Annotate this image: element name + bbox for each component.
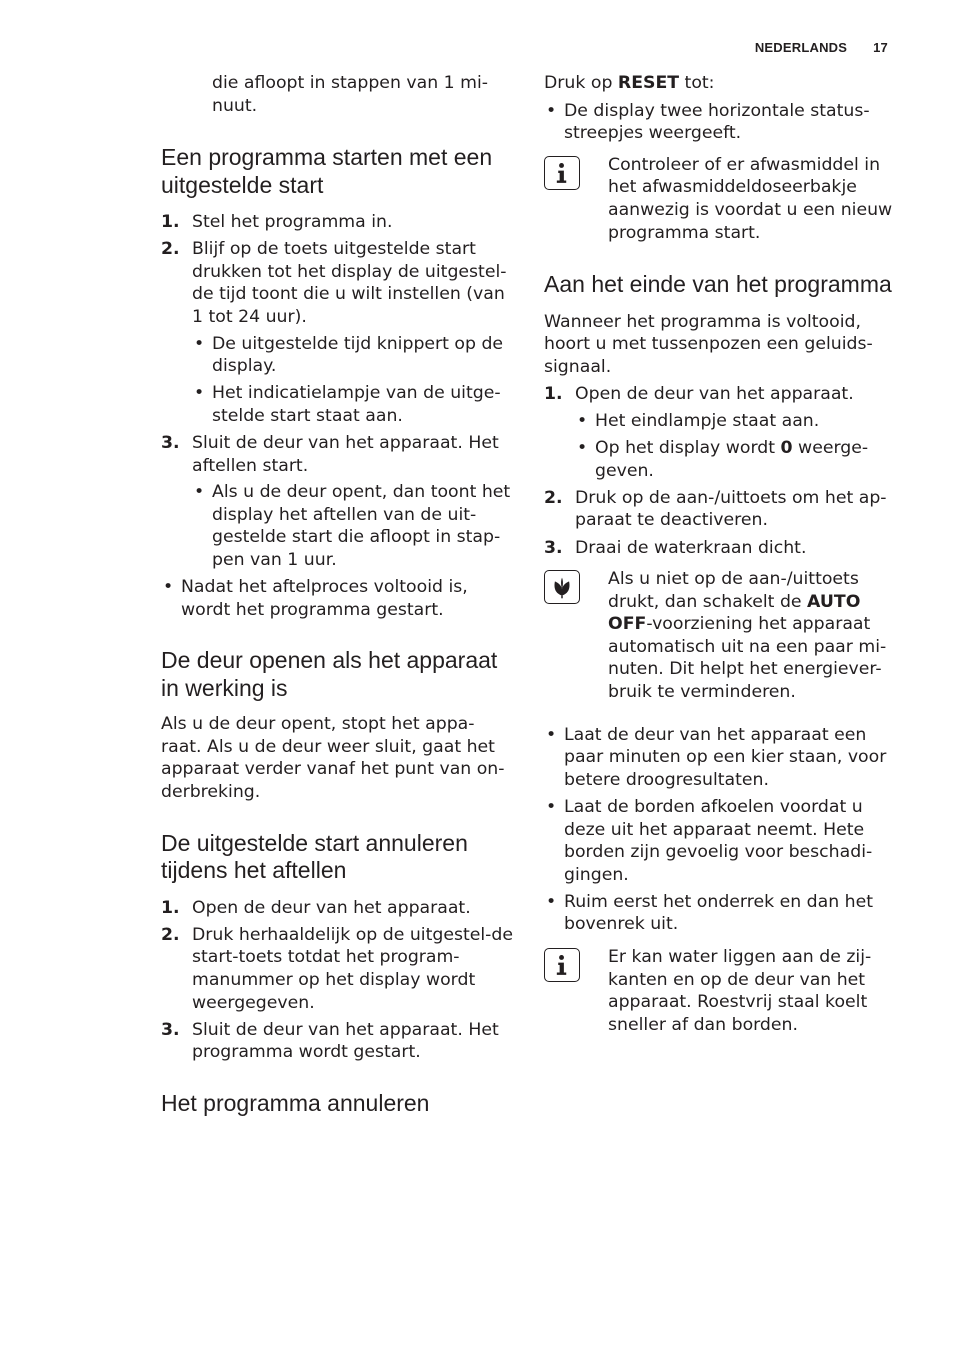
after-steps-list xyxy=(161,576,513,621)
step-item xyxy=(161,238,513,427)
header-language: NEDERLANDS xyxy=(754,40,848,55)
step-text: Sluit de deur van het apparaat. Het programma wordt gestart. xyxy=(192,1019,499,1063)
info-note-water xyxy=(544,946,899,1036)
step-item xyxy=(161,1019,513,1064)
step-number: 3. xyxy=(544,537,563,558)
auto-off-keyword: AUTO OFF xyxy=(608,591,861,635)
reset-keyword: RESET xyxy=(617,73,680,93)
sub-bullet: • De uitgestelde tijd knippert op de display. xyxy=(192,333,513,378)
info-icon xyxy=(544,948,580,982)
cancel-delay-steps xyxy=(161,897,513,1064)
note-text-post: -voorziening het apparaat automatisch uit na een paar mi-nuten. Dit helpt het energiever-bruik te verminderen. xyxy=(608,614,887,703)
left-column xyxy=(161,72,513,1117)
eco-leaf-icon xyxy=(544,570,580,604)
step-text: Stel het programma in. xyxy=(192,212,393,233)
display-value: 0 xyxy=(780,438,793,459)
section-heading-cancel-delay: De uitgestelde start annuleren tijdens het aftellen xyxy=(161,829,468,884)
step-text: Druk herhaaldelijk op de uitgestel-de start-toets totdat het program-manummer op het display wordt weergegeven. xyxy=(192,924,514,1013)
step-sub-bullets xyxy=(575,410,899,482)
bullet-item: • Ruim eerst het onderrek en dan het bovenrek uit. xyxy=(544,891,899,936)
page-header xyxy=(755,40,888,55)
step-number: 2. xyxy=(161,239,180,260)
reset-text-post: tot: xyxy=(679,73,715,93)
step-text: Open de deur van het apparaat. xyxy=(192,897,471,918)
step-sub-bullets xyxy=(192,333,513,428)
eco-note-auto-off xyxy=(544,568,899,704)
section-heading-end-of-program: Aan het einde van het programma xyxy=(544,271,892,298)
step-item xyxy=(544,487,899,532)
info-note-detergent xyxy=(544,154,899,244)
step-text: Open de deur van het apparaat. xyxy=(575,384,854,405)
sub-bullet: • Het eindlampje staat aan. xyxy=(575,410,899,433)
step-text: Druk op de aan-/uittoets om het ap-paraat te deactiveren. xyxy=(575,487,887,531)
end-of-program-steps xyxy=(544,383,899,559)
step-number: 3. xyxy=(161,433,180,454)
step-text: Sluit de deur van het apparaat. Het aftellen start. xyxy=(192,433,499,476)
tips-list xyxy=(544,724,899,936)
continued-text xyxy=(161,72,513,117)
step-item xyxy=(161,432,513,572)
sub-bullet: • Het indicatielampje van de uitge-stelde start staat aan. xyxy=(192,382,513,427)
sub-bullet-text: Op het display wordt xyxy=(595,438,781,459)
sub-bullet: • Als u de deur opent, dan toont het display het aftellen van de uit-gestelde start die afloopt in stap-pen van 1 uur. xyxy=(192,481,513,571)
step-item xyxy=(161,924,513,1014)
section-heading-door-open: De deur openen als het apparaat in werking is xyxy=(161,647,498,701)
step-number: 3. xyxy=(161,1019,180,1040)
step-sub-bullets xyxy=(192,481,513,571)
step-item xyxy=(544,383,899,482)
note-text-pre: Als u niet op de aan-/uittoets drukt, dan schakelt de xyxy=(608,569,859,612)
sub-bullet xyxy=(575,437,899,482)
note-text xyxy=(608,568,899,704)
step-number: 2. xyxy=(161,924,180,945)
step-number: 1. xyxy=(161,212,180,233)
reset-instruction xyxy=(544,72,899,95)
right-column xyxy=(544,72,899,1036)
bullet-item: • De display twee horizontale status-streepjes weergeeft. xyxy=(544,100,899,145)
continued-line: nuut. xyxy=(212,95,258,116)
step-item xyxy=(161,211,513,234)
section-heading-cancel-program: Het programma annuleren xyxy=(161,1089,430,1116)
sub-bullet-text: weerge-geven. xyxy=(595,438,869,481)
note-text: Er kan water liggen aan de zij-kanten en op de deur van het apparaat. Roestvrij staal koelt sneller af dan borden. xyxy=(608,947,872,1035)
end-of-program-body: Wanneer het programma is voltooid, hoort u met tussenpozen een geluids-signaal. xyxy=(544,311,873,377)
note-text: Controleer of er afwasmiddel in het afwasmiddeldoseerbakje aanwezig is voordat u een nieuw programma start. xyxy=(608,154,893,243)
continued-line: die afloopt in stappen van 1 mi- xyxy=(212,73,489,93)
reset-bullets xyxy=(544,100,899,145)
bullet-item: • Laat de deur van het apparaat een paar minuten op een kier staan, voor betere droogresultaten. xyxy=(544,724,899,792)
step-item xyxy=(544,537,899,560)
step-item xyxy=(161,897,513,920)
info-icon xyxy=(544,156,580,190)
step-number: 1. xyxy=(544,384,563,405)
step-text: Draai de waterkraan dicht. xyxy=(575,537,807,558)
step-number: 2. xyxy=(544,487,563,508)
page-number: 17 xyxy=(873,40,888,55)
delayed-start-steps xyxy=(161,211,513,571)
step-number: 1. xyxy=(161,897,180,918)
step-text: Blijf op de toets uitgestelde start drukken tot het display de uitgestel-de tijd toont die u wilt instellen (van 1 tot 24 uur). xyxy=(192,239,507,328)
bullet-item: • Laat de borden afkoelen voordat u deze uit het apparaat neemt. Hete borden zijn gevoelig voor beschadi-gingen. xyxy=(544,796,899,886)
section-heading-delayed-start: Een programma starten met een uitgestelde start xyxy=(161,144,493,198)
reset-text-pre: Druk op xyxy=(544,73,618,93)
door-open-body: Als u de deur opent, stopt het appa-raat. Als u de deur weer sluit, gaat het apparaat verder vanaf het punt van on-derbreking. xyxy=(161,714,505,803)
bullet-item: • Nadat het aftelproces voltooid is, wordt het programma gestart. xyxy=(161,576,513,621)
